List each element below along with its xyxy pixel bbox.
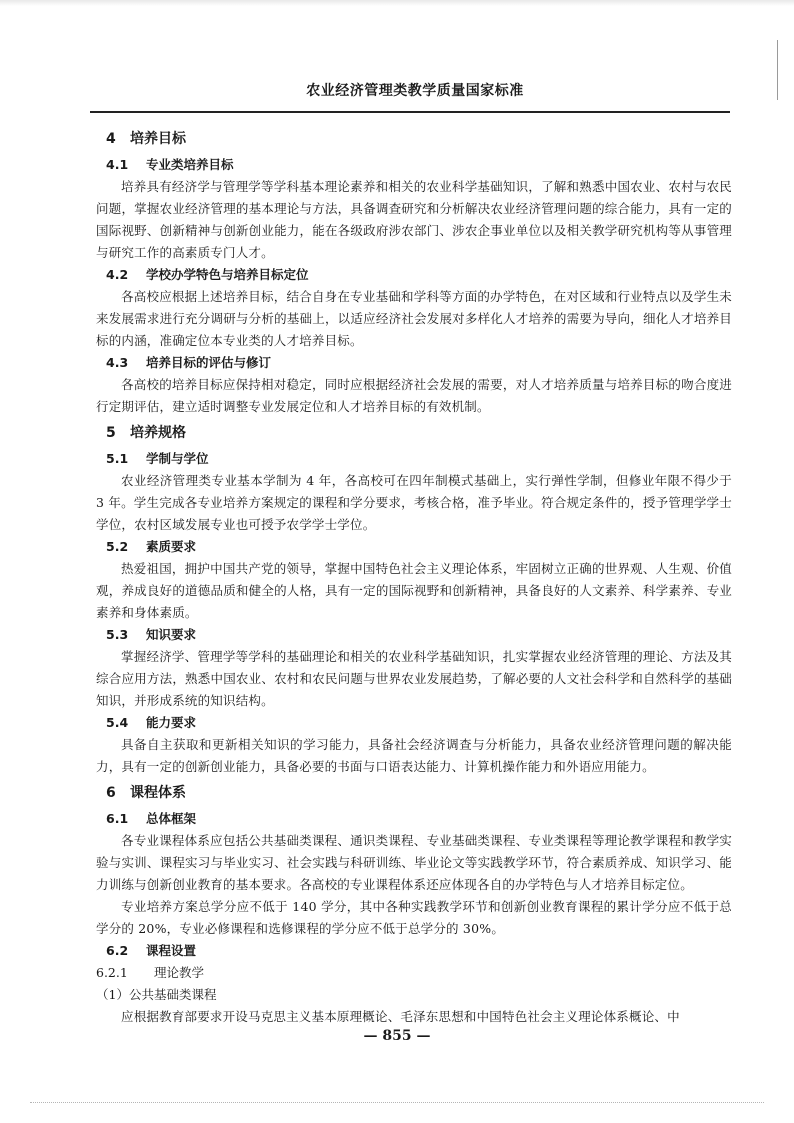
section-heading (96, 128, 732, 150)
paragraph: 培养具有经济学与管理学等学科基本理论素养和相关的农业科学基础知识，了解和熟悉中国农业、农村与农民问题，掌握农业经济管理的基本理论与方法，具备调查研究和分析解决农业经济管理问题的综合能力，具有一定的国际视野、创新精神与创新创业能力，能在各级政府涉农部门、涉农企事业单位以及相关教学研究机构等从事管理与研究工作的高素质专门人才。 (96, 179, 732, 260)
paragraph: 应根据教育部要求开设马克思主义基本原理概论、毛泽东思想和中国特色社会主义理论体系概论、中 (121, 1009, 680, 1024)
subsection-title: 总体框架 (146, 811, 197, 826)
subsection-heading (96, 352, 732, 374)
subsection-title: 学校办学特色与培养目标定位 (146, 267, 309, 282)
list-item: （1）公共基础类课程 (96, 987, 217, 1002)
subsection-number: 5.4 (106, 715, 129, 730)
subsection-number: 5.2 (106, 539, 129, 554)
subsection-heading (96, 808, 732, 830)
subsection-number: 5.3 (106, 627, 129, 642)
page-number: — 855 — (363, 1028, 431, 1044)
subsubsection-title: 理论教学 (154, 965, 205, 980)
subsection-title: 培养目标的评估与修订 (146, 355, 272, 370)
paragraph: 具备自主获取和更新相关知识的学习能力，具备社会经济调查与分析能力，具备农业经济管理问题的解决能力，具有一定的创新创业能力，具备必要的书面与口语表达能力、计算机操作能力和外语应用能力。 (96, 737, 732, 774)
subsection-number: 4.2 (106, 267, 129, 282)
scan-mark (777, 40, 778, 100)
section-title: 培养目标 (130, 131, 186, 147)
section-heading (96, 422, 732, 444)
subsection-heading (96, 448, 732, 470)
paragraph: 各高校应根据上述培养目标，结合自身在专业基础和学科等方面的办学特色，在对区域和行业特点以及学生未来发展需求进行充分调研与分析的基础上，以适应经济社会发展对多样化人才培养的需要为导向，细化人才培养目标的内涵，准确定位本专业类的人才培养目标。 (96, 289, 732, 348)
paragraph: 各高校的培养目标应保持相对稳定，同时应根据经济社会发展的需要，对人才培养质量与培养目标的吻合度进行定期评估，建立适时调整专业发展定位和人才培养目标的有效机制。 (96, 377, 732, 414)
subsection-title: 知识要求 (146, 627, 197, 642)
subsection-heading (96, 264, 732, 286)
subsection-heading (96, 154, 732, 176)
subsection-number: 6.2 (106, 943, 129, 958)
subsection-title: 学制与学位 (146, 451, 209, 466)
paragraph: 专业培养方案总学分应不低于 140 学分，其中各种实践教学环节和创新创业教育课程的累计学分应不低于总学分的 20%，专业必修课程和选修课程的学分应不低于总学分的 30%。 (96, 899, 732, 936)
scan-edge-bottom (30, 1102, 764, 1104)
page-body (96, 124, 732, 1028)
section-heading (96, 782, 732, 804)
subsection-title: 课程设置 (146, 943, 197, 958)
paragraph: 热爱祖国，拥护中国共产党的领导，掌握中国特色社会主义理论体系，牢固树立正确的世界观、人生观、价值观，养成良好的道德品质和健全的人格，具有一定的国际视野和创新精神，具备良好的人文素养、科学素养、专业素养和身体素质。 (96, 561, 732, 620)
subsection-title: 素质要求 (146, 539, 197, 554)
subsection-heading (96, 624, 732, 646)
subsection-heading (96, 940, 732, 962)
subsection-heading (96, 712, 732, 734)
subsubsection-number: 6.2.1 (96, 965, 128, 980)
section-title: 课程体系 (130, 785, 186, 801)
subsection-title: 能力要求 (146, 715, 197, 730)
section-number: 5 (106, 425, 116, 441)
subsection-number: 4.3 (106, 355, 129, 370)
subsection-heading (96, 536, 732, 558)
subsection-title: 专业类培养目标 (146, 157, 234, 172)
section-number: 4 (106, 131, 116, 147)
header-rule (90, 111, 730, 113)
subsection-number: 5.1 (106, 451, 129, 466)
subsection-number: 4.1 (106, 157, 129, 172)
running-header: 农业经济管理类教学质量国家标准 (306, 83, 524, 99)
scan-edge-top (0, 0, 794, 6)
section-number: 6 (106, 785, 116, 801)
subsubsection-heading (96, 962, 732, 984)
paragraph: 农业经济管理类专业基本学制为 4 年，各高校可在四年制模式基础上，实行弹性学制，但修业年限不得少于 3 年。学生完成各专业培养方案规定的课程和学分要求，考核合格，准予毕业。符合规定条件的，授予管理学学士学位，农村区域发展专业也可授予农学学士学位。 (96, 473, 732, 532)
paragraph: 掌握经济学、管理学等学科的基础理论和相关的农业科学基础知识，扎实掌握农业经济管理的理论、方法及其综合应用方法，熟悉中国农业、农村和农民问题与世界农业发展趋势，了解必要的人文社会科学和自然科学的基础知识，并形成系统的知识结构。 (96, 649, 732, 708)
section-title: 培养规格 (130, 425, 186, 441)
paragraph: 各专业课程体系应包括公共基础类课程、通识类课程、专业基础类课程、专业类课程等理论教学课程和教学实验与实训、课程实习与毕业实习、社会实践与科研训练、毕业论文等实践教学环节，符合素质养成、知识学习、能力训练与创新创业教育的基本要求。各高校的专业课程体系还应体现各自的办学特色与人才培养目标定位。 (96, 833, 732, 892)
subsection-number: 6.1 (106, 811, 129, 826)
